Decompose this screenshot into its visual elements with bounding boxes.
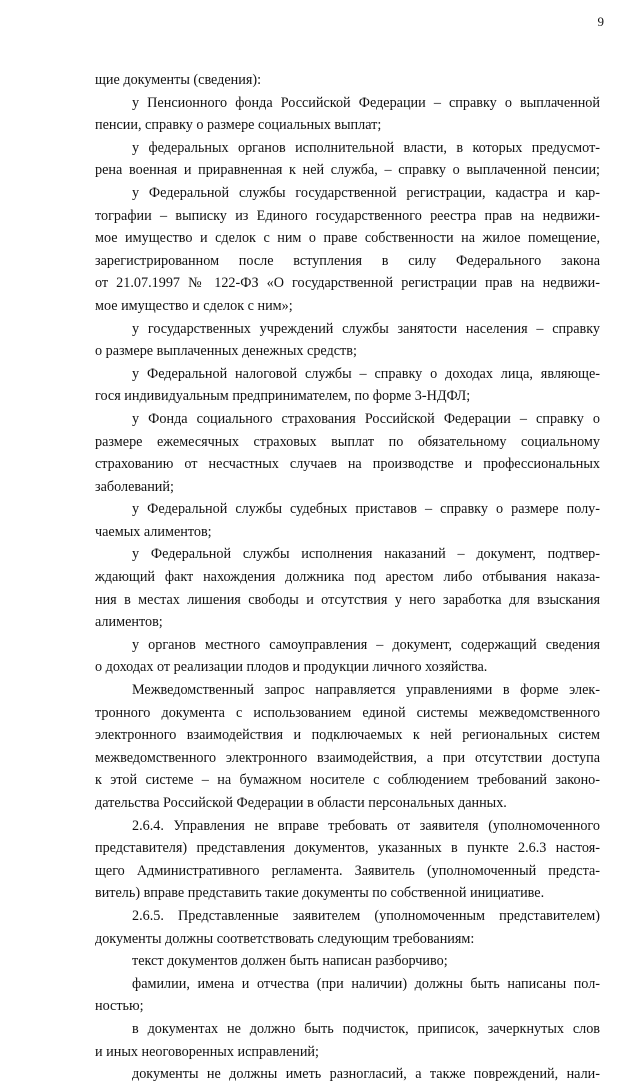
text-line: мое имущество и сделок с ним о праве собственности на жилое помещение, xyxy=(95,230,600,247)
text-line: у Пенсионного фонда Российской Федерации – справку о выплаченной xyxy=(132,94,600,111)
text-line: текст документов должен быть написан разборчиво; xyxy=(132,953,448,970)
text-line: у Федеральной службы государственной регистрации, кадастра и кар- xyxy=(132,184,600,201)
text-line: у органов местного самоуправления – документ, содержащий сведения xyxy=(132,636,600,653)
text-line: межведомственного электронного взаимодействия, а при отсутствии доступа xyxy=(95,749,600,766)
text-line: заболеваний; xyxy=(95,478,174,495)
text-line: ния в местах лишения свободы и отсутствия у него заработка для взыскания xyxy=(95,591,600,608)
text-line: щие документы (сведения): xyxy=(95,72,262,88)
text-line: чаемых алиментов; xyxy=(95,523,212,540)
text-line: о доходах от реализации плодов и продукции личного хозяйства. xyxy=(95,659,488,676)
text-line: у Федеральной налоговой службы – справку о доходах лица, являющe- xyxy=(132,365,600,382)
text-line: страхованию от несчастных случаев на производстве и профессиональных xyxy=(95,456,600,473)
text-line: от 21.07.1997 № 122-ФЗ «О государственной регистрации прав на недвижи- xyxy=(95,275,600,292)
text-line: в документах не должно быть подчисток, приписок, зачеркнутых слов xyxy=(132,1020,600,1037)
text-line: дательства Российской Федерации в области персональных данных. xyxy=(95,795,507,811)
text-line: тронного документа с использованием единой системы межведомственного xyxy=(95,704,600,721)
text-line: зарегистрированном после вступления в силу Федерального закона xyxy=(95,252,600,269)
text-line: размере ежемесячных страховых выплат по обязательному социальному xyxy=(95,433,600,450)
text-line: у государственных учреждений службы занятости населения – справку xyxy=(132,320,600,337)
body-text xyxy=(95,69,600,1086)
text-line: 2.6.5. Представленные заявителем (уполномоченным представителем) xyxy=(132,907,600,924)
text-line: у федеральных органов исполнительной власти, в которых предусмот- xyxy=(132,139,600,156)
text-line: и иных неоговоренных исправлений; xyxy=(95,1043,319,1060)
text-line: 2.6.4. Управления не вправе требовать от заявителя (уполномоченного xyxy=(132,817,600,834)
text-line: ждающий факт нахождения должника под арестом либо отбывания наказа- xyxy=(95,569,600,586)
text-line: фамилии, имена и отчества (при наличии) должны быть написаны пол- xyxy=(132,975,600,992)
text-line: у Федеральной службы судебных приставов – справку о размере полу- xyxy=(132,501,600,518)
text-line: мое имущество и сделок с ним»; xyxy=(95,297,293,314)
text-line: витель) вправе представить такие документы по собственной инициативе. xyxy=(95,885,545,902)
text-line: тографии – выписку из Единого государственного реестра прав на недвижи- xyxy=(95,207,600,224)
text-line: рена военная и приравненная к ней служба, – справку о выплаченной пенсии; xyxy=(95,162,600,179)
text-line: представителя) представления документов, указанных в пункте 2.6.3 настоя- xyxy=(95,840,600,857)
text-line: документы не должны иметь разногласий, а также повреждений, нали- xyxy=(132,1066,600,1083)
text-line: у Федеральной службы исполнения наказаний – документ, подтвер- xyxy=(132,546,600,563)
text-line: ностью; xyxy=(95,998,144,1015)
page-number: 9 xyxy=(597,14,604,29)
text-line: пенсии, справку о размере социальных выплат; xyxy=(95,117,382,134)
text-line: к этой системе – на бумажном носителе с соблюдением требований законо- xyxy=(95,772,600,789)
text-line: алиментов; xyxy=(95,614,163,631)
text-line: у Фонда социального страхования Российской Федерации – справку о xyxy=(132,410,600,427)
text-line: Межведомственный запрос направляется управлениями в форме элек- xyxy=(132,682,600,699)
text-line: щего Административного регламента. Заявитель (уполномоченный предста- xyxy=(95,862,600,879)
text-line: электронного взаимодействия и подключаемых к ней региональных систем xyxy=(95,727,600,744)
text-line: о размере выплаченных денежных средств; xyxy=(95,343,357,360)
text-line: гося индивидуальным предпринимателем, по форме 3-НДФЛ; xyxy=(95,388,471,405)
text-line: документы должны соответствовать следующим требованиям: xyxy=(95,930,475,947)
